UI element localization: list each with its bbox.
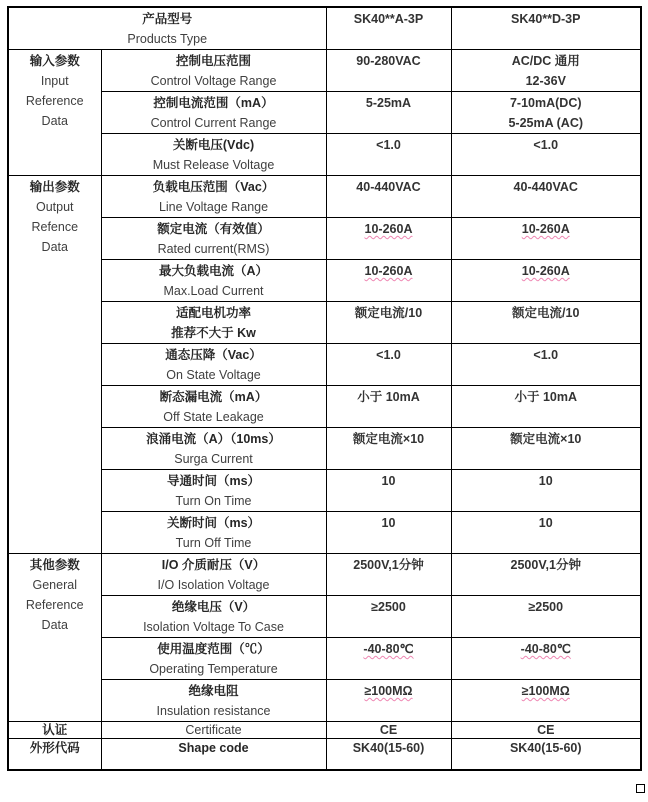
table-row xyxy=(8,596,641,638)
category-label-en: Data xyxy=(41,114,68,128)
param-label-zh: 最大负载电流（A） xyxy=(158,264,269,278)
value-line: <1.0 xyxy=(533,138,559,152)
param-label-zh: 绝缘电阻 xyxy=(188,684,239,698)
value-line: CE xyxy=(379,723,398,737)
category-label-en: Reference xyxy=(25,94,84,108)
param-cell xyxy=(101,302,326,344)
table-row xyxy=(8,428,641,470)
value-line: 12-36V xyxy=(525,74,566,88)
value-cell-b xyxy=(451,470,641,512)
category-label-en: Data xyxy=(41,240,68,254)
header-product-type-cell xyxy=(8,7,326,50)
param-cell xyxy=(101,470,326,512)
value-cell-a xyxy=(326,302,451,344)
value-line: -40-80℃ xyxy=(363,642,414,656)
param-label-en: Must Release Voltage xyxy=(152,158,275,172)
category-label-zh: 认证 xyxy=(42,723,68,737)
value-line: 10-260A xyxy=(521,264,570,278)
param-label-en: Rated current(RMS) xyxy=(157,242,270,256)
value-line: <1.0 xyxy=(533,348,559,362)
param-label-zh: 导通时间（ms） xyxy=(166,474,261,488)
value-line: 10-260A xyxy=(521,222,570,236)
value-cell-b xyxy=(451,134,641,176)
param-label-zh: 浪涌电流（A）（10ms） xyxy=(146,432,281,446)
value-line: 10-260A xyxy=(364,222,413,236)
category-label-zh: 输入参数 xyxy=(29,54,80,68)
value-cell-a xyxy=(326,92,451,134)
category-label-en: Refence xyxy=(31,220,79,234)
value-cell-b xyxy=(451,722,641,739)
value-line: 10 xyxy=(381,474,396,488)
param-label-zh: 断态漏电流（mA） xyxy=(159,390,268,404)
param-label-zh: 关断电压(Vdc) xyxy=(172,138,255,152)
param-label-en: Control Current Range xyxy=(150,116,277,130)
value-cell-a xyxy=(326,596,451,638)
param-label-en: Shape code xyxy=(178,741,249,755)
param-label-en: Off State Leakage xyxy=(163,410,264,424)
table-row xyxy=(8,260,641,302)
table-row xyxy=(8,554,641,596)
param-label-en: Turn On Time xyxy=(175,494,252,508)
table-row xyxy=(8,722,641,739)
value-line: 2500V,1分钟 xyxy=(510,558,581,572)
value-line: 额定电流×10 xyxy=(352,432,425,446)
param-label-en: I/O Isolation Voltage xyxy=(157,578,270,592)
category-cell xyxy=(8,50,101,176)
table-row xyxy=(8,92,641,134)
category-label-zh: 外形代码 xyxy=(29,741,80,755)
category-cell xyxy=(8,554,101,722)
param-label-zh: 绝缘电压（V） xyxy=(171,600,256,614)
value-cell-b xyxy=(451,596,641,638)
table-row xyxy=(8,680,641,722)
param-cell xyxy=(101,344,326,386)
value-cell-b xyxy=(451,680,641,722)
value-cell-a xyxy=(326,638,451,680)
param-label-en: Operating Temperature xyxy=(149,662,278,676)
category-label-en: General xyxy=(32,578,77,592)
value-line: 10 xyxy=(538,474,553,488)
value-cell-a xyxy=(326,176,451,218)
value-line: 2500V,1分钟 xyxy=(353,558,424,572)
param-label-zh: 通态压降（Vac） xyxy=(165,348,262,362)
value-cell-a xyxy=(326,134,451,176)
table-row xyxy=(8,218,641,260)
value-line: 10 xyxy=(381,516,396,530)
value-cell-a xyxy=(326,428,451,470)
param-label-en: Insulation resistance xyxy=(156,704,271,718)
param-cell xyxy=(101,386,326,428)
value-cell-a xyxy=(326,386,451,428)
category-label-en: Data xyxy=(41,618,68,632)
value-cell-a xyxy=(326,512,451,554)
param-label-zh: 使用温度范围（℃） xyxy=(157,642,270,656)
param-label-en: Turn Off Time xyxy=(175,536,252,550)
table-row xyxy=(8,344,641,386)
value-line: 10 xyxy=(538,516,553,530)
value-line: SK40(15-60) xyxy=(352,741,425,755)
value-cell-b xyxy=(451,344,641,386)
category-label-zh: 其他参数 xyxy=(29,558,80,572)
table-row xyxy=(8,134,641,176)
value-cell-b xyxy=(451,739,641,771)
param-cell xyxy=(101,134,326,176)
param-cell xyxy=(101,428,326,470)
value-cell-b xyxy=(451,512,641,554)
value-line: 小于 10mA xyxy=(514,390,578,404)
value-line: ≥2500 xyxy=(371,600,406,614)
value-cell-b xyxy=(451,92,641,134)
value-line: ≥2500 xyxy=(528,600,564,614)
value-cell-b xyxy=(451,638,641,680)
value-line: ≥100MΩ xyxy=(521,684,570,698)
value-line: 40-440VAC xyxy=(356,180,421,194)
category-label-en: Input xyxy=(40,74,69,88)
param-cell xyxy=(101,722,326,739)
param-label-zh: I/O 介质耐压（V） xyxy=(161,558,266,572)
value-cell-a xyxy=(326,680,451,722)
value-cell-b xyxy=(451,554,641,596)
value-cell-b xyxy=(451,428,641,470)
value-cell-a xyxy=(326,554,451,596)
category-label-en: Output xyxy=(35,200,74,214)
table-row xyxy=(8,638,641,680)
value-cell-a xyxy=(326,739,451,771)
table-row xyxy=(8,50,641,92)
param-cell xyxy=(101,260,326,302)
param-label-en: Certificate xyxy=(185,723,242,737)
param-cell xyxy=(101,680,326,722)
header-model-a-cell xyxy=(326,7,451,50)
value-line: 额定电流/10 xyxy=(354,306,423,320)
param-label-zh: 额定电流（有效值） xyxy=(157,222,270,236)
table-row xyxy=(8,386,641,428)
category-cell xyxy=(8,722,101,739)
value-line: <1.0 xyxy=(376,348,401,362)
value-line: SK40(15-60) xyxy=(509,741,582,755)
param-label-zh: 负载电压范围（Vac） xyxy=(152,180,275,194)
param-cell xyxy=(101,739,326,771)
category-label-zh: 输出参数 xyxy=(29,180,80,194)
value-line: ≥100MΩ xyxy=(364,684,413,698)
table-row xyxy=(8,739,641,771)
param-label-en: Control Voltage Range xyxy=(150,74,277,88)
table-row xyxy=(8,176,641,218)
param-cell xyxy=(101,554,326,596)
param-cell xyxy=(101,596,326,638)
value-cell-b xyxy=(451,386,641,428)
param-label-zh: 关断时间（ms） xyxy=(166,516,261,530)
param-cell xyxy=(101,638,326,680)
param-cell xyxy=(101,176,326,218)
value-line: 额定电流/10 xyxy=(512,306,580,320)
value-line: 5-25mA xyxy=(365,96,412,110)
value-line: 额定电流×10 xyxy=(510,432,582,446)
value-line: 5-25mA (AC) xyxy=(508,116,584,130)
value-cell-b xyxy=(451,176,641,218)
param-cell xyxy=(101,92,326,134)
table-row xyxy=(8,470,641,512)
table-row xyxy=(8,302,641,344)
value-line: 90-280VAC xyxy=(356,54,421,68)
category-label-en: Reference xyxy=(25,598,84,612)
value-line: 7-10mA(DC) xyxy=(509,96,582,110)
param-cell xyxy=(101,512,326,554)
category-cell xyxy=(8,176,101,554)
param-label-en: Isolation Voltage To Case xyxy=(143,620,284,634)
value-cell-b xyxy=(451,50,641,92)
value-line: <1.0 xyxy=(376,138,401,152)
value-cell-a xyxy=(326,260,451,302)
value-line: -40-80℃ xyxy=(520,642,571,656)
param-label-zh: 控制电流范围（mA） xyxy=(153,96,274,110)
param-label-zh: 控制电压范围 xyxy=(175,54,251,68)
table-row xyxy=(8,512,641,554)
value-line: CE xyxy=(537,723,555,737)
param-label-en: Line Voltage Range xyxy=(158,200,269,214)
value-cell-b xyxy=(451,302,641,344)
value-cell-b xyxy=(451,260,641,302)
value-cell-a xyxy=(326,344,451,386)
param-cell xyxy=(101,50,326,92)
value-cell-a xyxy=(326,722,451,739)
category-cell xyxy=(8,739,101,771)
value-line: SK40**A-3P xyxy=(353,12,424,26)
text-line: 产品型号 xyxy=(142,12,193,26)
param-label-en: Surga Current xyxy=(174,452,253,466)
param-label-en: On State Voltage xyxy=(166,368,261,382)
value-cell-a xyxy=(326,218,451,260)
product-spec-table xyxy=(7,6,642,771)
value-cell-b xyxy=(451,218,641,260)
spec-tbody xyxy=(8,7,641,770)
value-line: 小于 10mA xyxy=(357,390,420,404)
header-model-b-cell xyxy=(451,7,641,50)
value-line: AC/DC 通用 xyxy=(511,54,580,68)
value-line: SK40**D-3P xyxy=(511,12,581,26)
param-label-zh: 推荐不大于 Kw xyxy=(171,326,256,340)
param-cell xyxy=(101,218,326,260)
text-line: Products Type xyxy=(127,32,208,46)
table-row xyxy=(8,7,641,50)
param-label-en: Max.Load Current xyxy=(163,284,264,298)
value-line: 10-260A xyxy=(364,264,413,278)
value-cell-a xyxy=(326,50,451,92)
value-cell-a xyxy=(326,470,451,512)
value-line: 40-440VAC xyxy=(513,180,578,194)
table-resize-handle[interactable] xyxy=(636,784,645,793)
param-label-zh: 适配电机功率 xyxy=(175,306,251,320)
